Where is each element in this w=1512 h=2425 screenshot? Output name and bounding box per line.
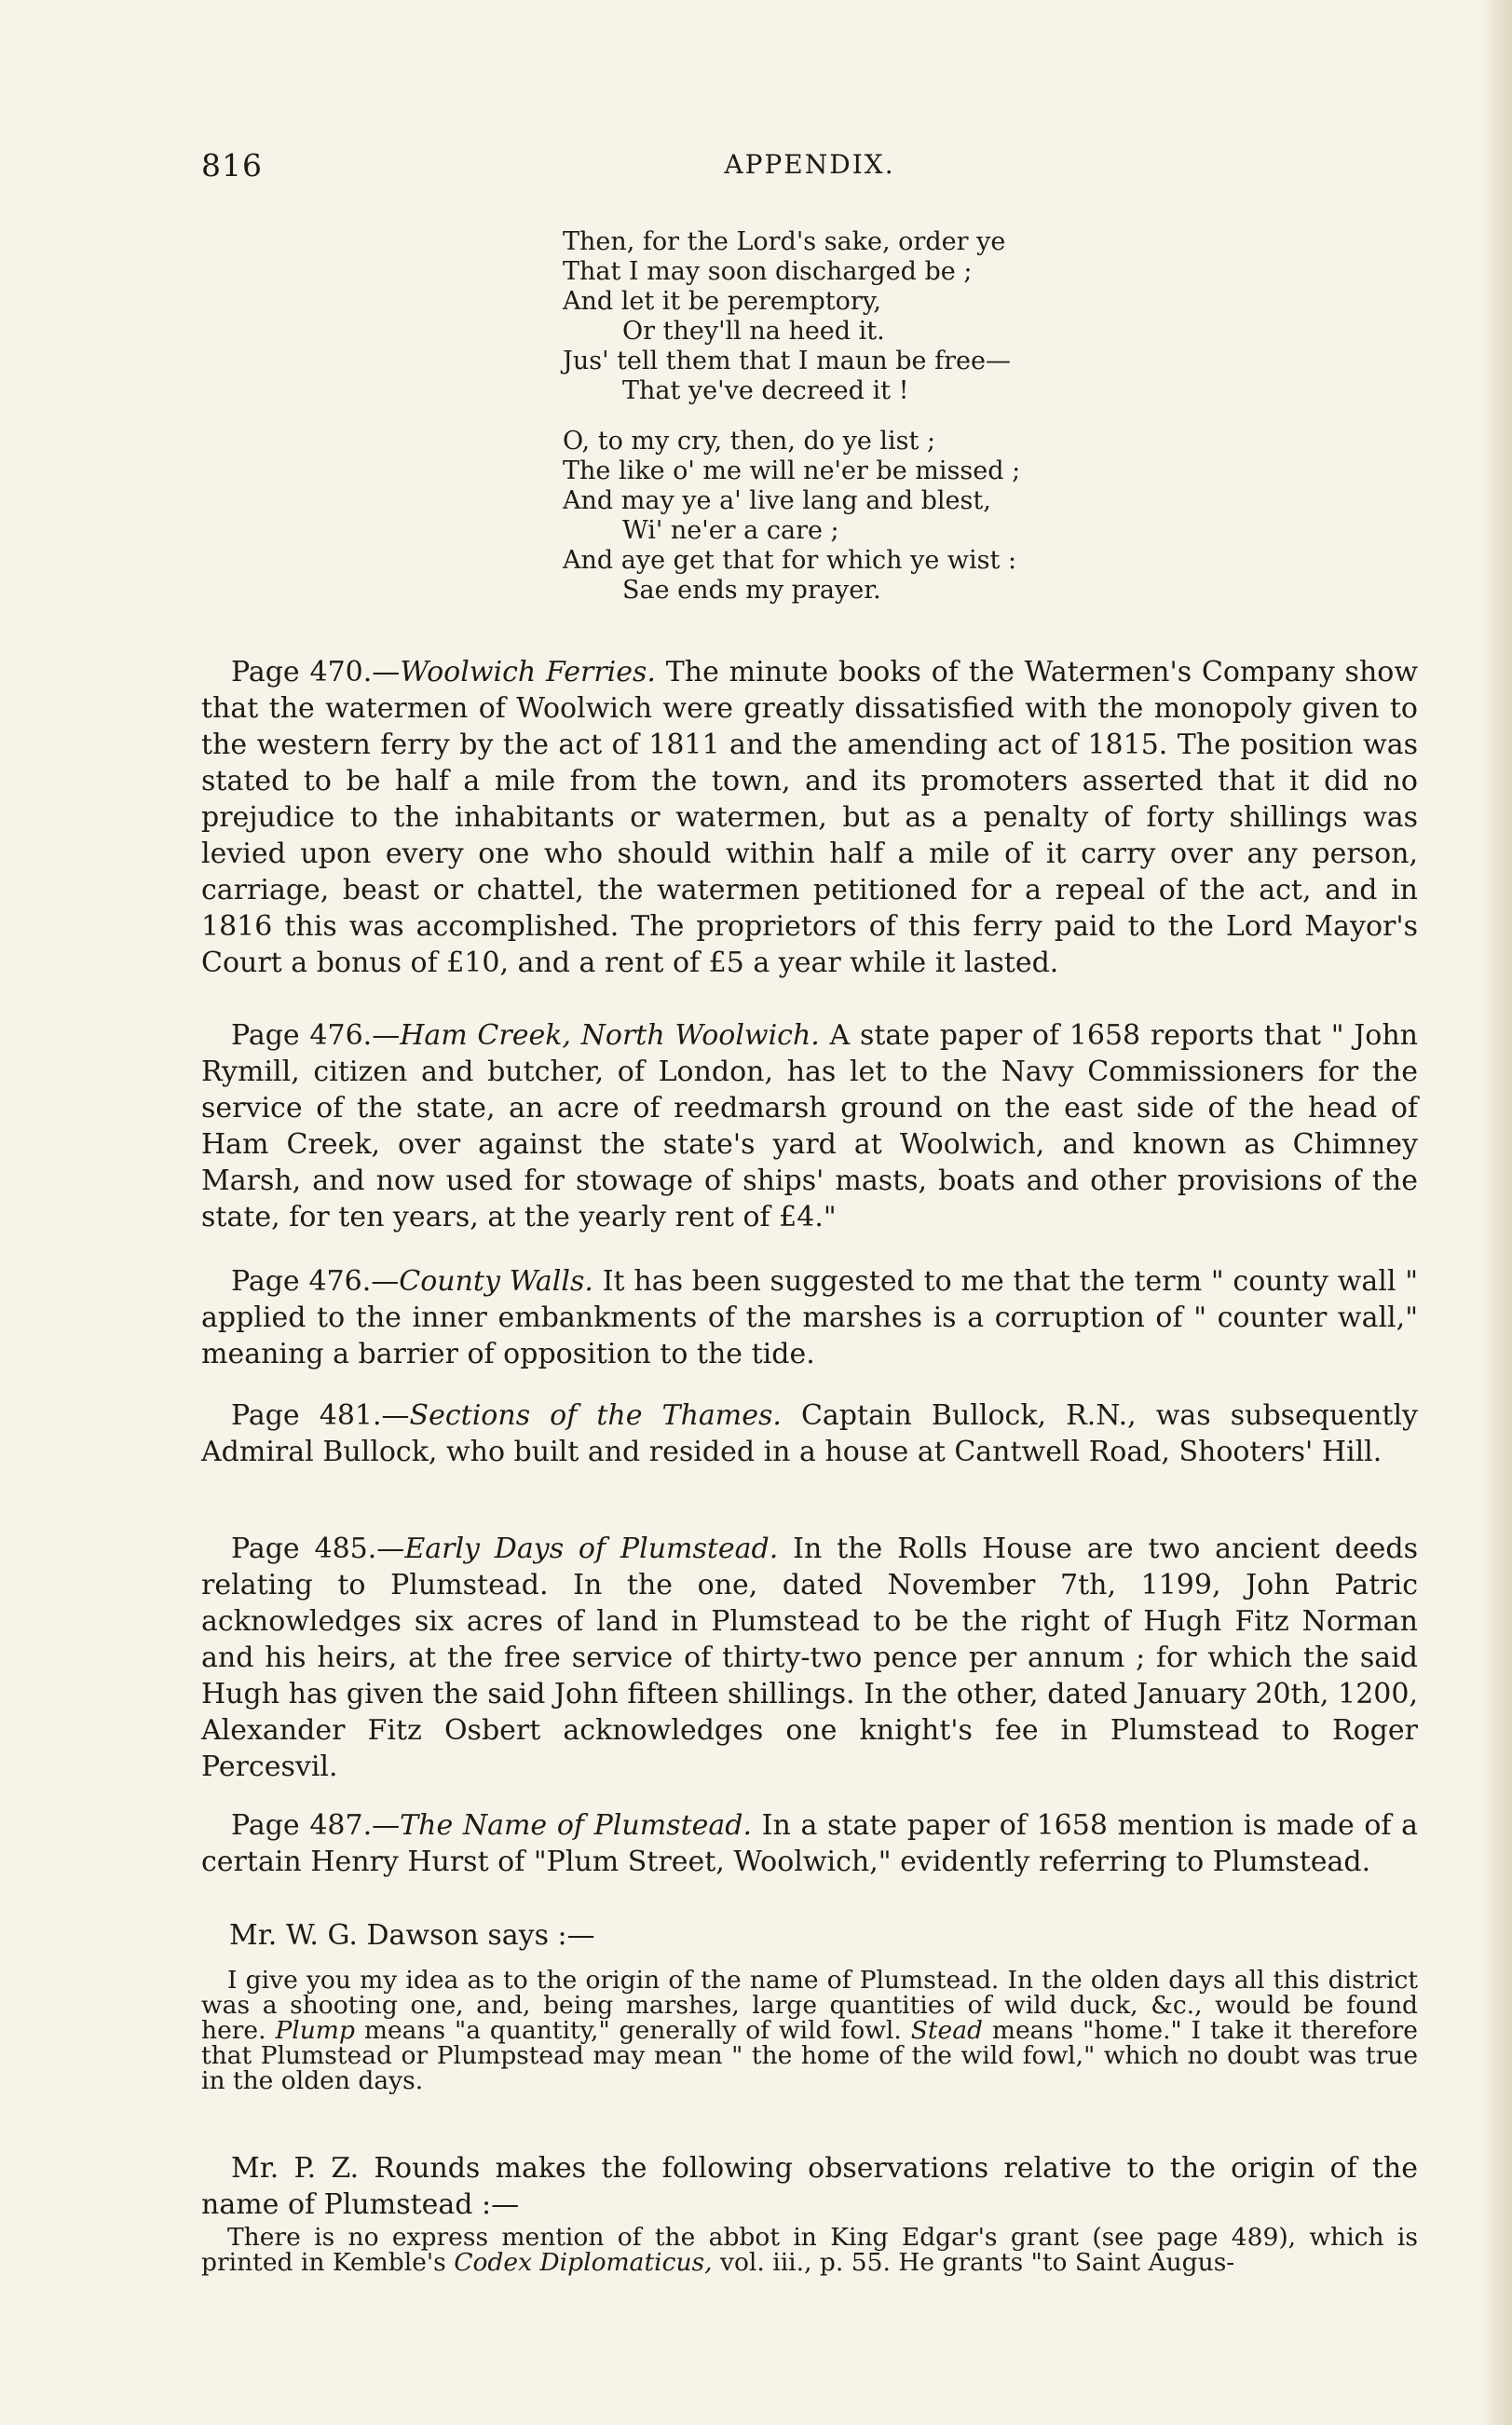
rounds-quote: There is no express mention of the abbot in King Edgar's grant (see page 489), which is printed in Kemble's Codex Diplomaticus, vol. iii., p. 55. He grants "to Saint Augus-	[201, 2223, 1418, 2277]
entry-page-481	[201, 1397, 1418, 1470]
entry-title: Early Days of Plumstead.	[404, 1533, 779, 1565]
page-number: 816	[201, 147, 263, 184]
poem-line: Then, for the Lord's sake, order ye	[563, 227, 1006, 256]
entry-ref: Page 485.—	[231, 1533, 405, 1565]
poem-line: Or they'll na heed it.	[622, 317, 885, 346]
entry-title: The Name of Plumstead.	[400, 1809, 753, 1842]
poem-line: Wi' ne'er a care ;	[622, 516, 839, 545]
stead-term: Stead	[910, 2016, 983, 2045]
poem-line: Jus' tell them that I maun be free—	[563, 347, 1011, 375]
codex-title: Codex Diplomaticus,	[454, 2248, 713, 2277]
entry-ref: Page 487.—	[231, 1809, 401, 1842]
entry-text: In the Rolls House are two ancient deeds relating to Plumstead. In the one, dated November 7th, 1199, John Patric acknowledges six acres of land in Plumstead to be the right of Hugh Fitz Norman and his heirs, at the free service of thirty-two pence per annum ; for which the said Hugh has given the said John fifteen shillings. In the other, dated January 20th, 1200, Alexander Fitz Osbert acknowledges one knight's fee in Plumstead to Roger Percesvil.	[201, 1533, 1419, 1783]
entry-ref: Page 476.—	[231, 1019, 401, 1052]
entry-ref: Page 470.—	[231, 656, 401, 688]
poem-line: That I may soon discharged be ;	[563, 257, 973, 286]
entry-page-476-ham-creek	[201, 1017, 1418, 1235]
entry-title: Woolwich Ferries.	[400, 656, 656, 688]
poem-line: And let it be peremptory,	[563, 287, 882, 316]
poem-line: O, to my cry, then, do ye list ;	[563, 427, 936, 456]
entry-text: A state paper of 1658 reports that " John Rymill, citizen and butcher, of London, has let to the Navy Commissioners for the service of the state, an acre of reedmarsh ground on the east side of the head of Ham Creek, over against the state's yard at Woolwich, and known as Chimney Marsh, and now used for stowage of ships' masts, boats and other provisions of the state, for ten years, at the yearly rent of £4."	[201, 1019, 1418, 1233]
poem-line: The like o' me will ne'er be missed ;	[563, 456, 1021, 485]
entry-text: It has been suggested to me that the term " county wall " applied to the inner embankments of the marshes is a corruption of " counter wall," meaning a barrier of opposition to the tide.	[201, 1265, 1418, 1370]
dawson-intro: Mr. W. G. Dawson says :—	[229, 1919, 595, 1952]
entry-text: The minute books of the Watermen's Company show that the watermen of Woolwich were greatly dissatisfied with the monopoly given to the western ferry by the act of 1811 and the amending act of 1815. The position was stated to be half a mile from the town, and its promoters asserted that it did no prejudice to the inhabitants or watermen, but as a penalty of forty shillings was levied upon every one who should within half a mile of it carry over any person, carriage, beast or chattel, the watermen petitioned for a repeal of the act, and in 1816 this was accomplished. The proprietors of this ferry paid to the Lord Mayor's Court a bonus of £10, and a rent of £5 a year while it lasted.	[201, 656, 1419, 979]
running-head: APPENDIX.	[724, 149, 895, 180]
entry-text: In a state paper of 1658 mention is made of a certain Henry Hurst of "Plum Street, Woolwich," evidently referring to Plumstead.	[201, 1809, 1419, 1878]
entry-text: Captain Bullock, R.N., was subsequently Admiral Bullock, who built and resided in a house at Cantwell Road, Shooters' Hill.	[201, 1399, 1418, 1468]
entry-title: Sections of the Thames.	[409, 1399, 782, 1432]
entry-page-476-county-walls	[201, 1263, 1418, 1372]
dawson-quote: I give you my idea as to the origin of the name of Plumstead. In the olden days all this district was a shooting one, and, being marshes, large quantities of wild duck, &c., would be found here. Plump means "a quantity," generally of wild fowl. Stead means "home." I take it therefore that Plumstead or Plumpstead may mean " the home of the wild fowl," which no doubt was true in the olden days.	[201, 1966, 1418, 2095]
rounds-intro: Mr. P. Z. Rounds makes the following observations relative to the origin of the name of Plumstead :—	[201, 2152, 1418, 2221]
entry-page-487	[201, 1807, 1418, 1880]
poem-line: That ye've decreed it !	[622, 376, 909, 405]
entry-page-470	[201, 654, 1418, 981]
entry-page-485	[201, 1531, 1418, 1785]
entry-title: Ham Creek, North Woolwich.	[400, 1019, 820, 1052]
poem-line: Sae ends my prayer.	[622, 576, 881, 605]
page-header	[201, 147, 1418, 194]
entry-ref: Page 481.—	[231, 1399, 410, 1432]
plump-term: Plump	[275, 2016, 355, 2045]
page-edge-shadow	[1480, 0, 1512, 2425]
poem	[563, 227, 1308, 606]
entry-ref: Page 476.—	[231, 1265, 400, 1298]
entry-title: County Walls.	[399, 1265, 593, 1298]
poem-line: And may ye a' live lang and blest,	[563, 486, 991, 515]
poem-line: And aye get that for which ye wist :	[563, 546, 1017, 575]
